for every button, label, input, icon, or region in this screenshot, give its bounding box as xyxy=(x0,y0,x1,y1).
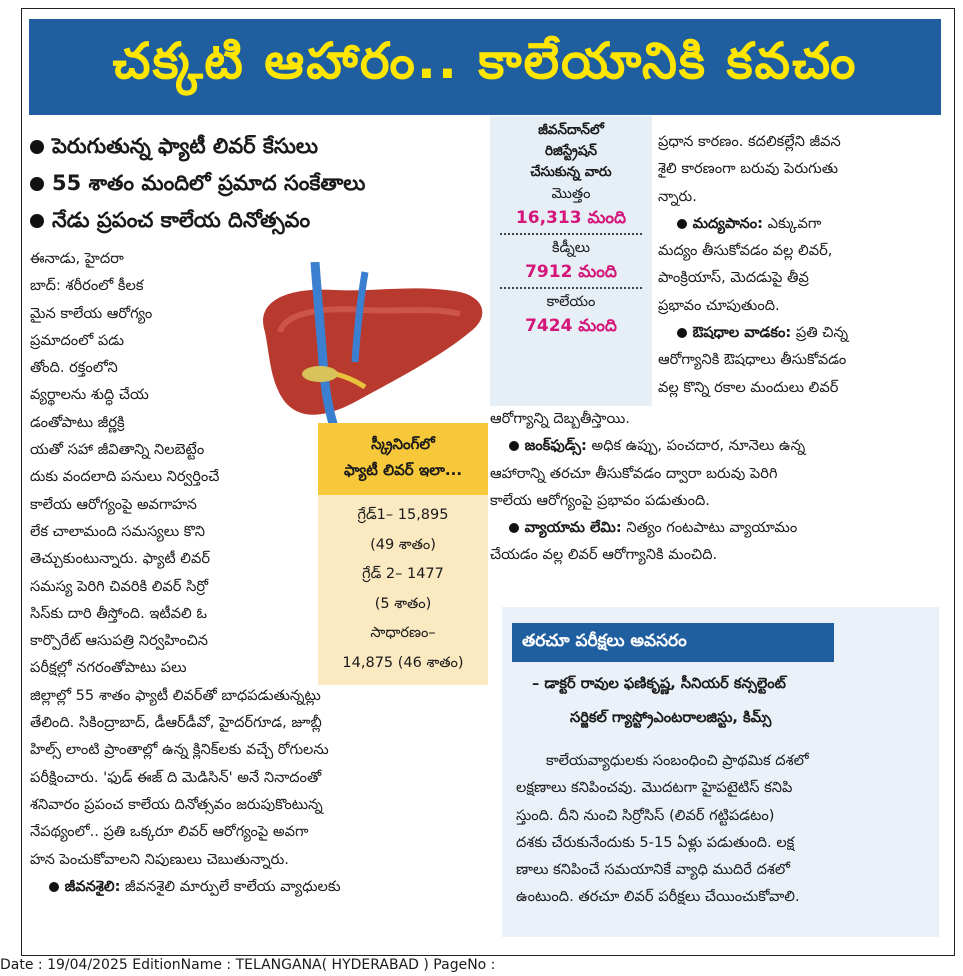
body-line: హిల్స్ లాంటి ప్రాంతాల్లో ఉన్న క్లినిక్‌లకు వచ్చే రోగులను xyxy=(30,741,329,759)
headline-text: చక్కటి ఆహారం.. కాలేయానికి కవచం xyxy=(112,31,858,90)
body-column-3: ప్రధాన కారణం. కదలికల్లేని జీవన శైలి కారణంగా బరువు పెరుగుతు న్నారు. మద్యపానం: ఎక్కువగా మద్యం తీసుకోవడం వల్ల లివర్, పాంక్రియాస్, మెదడుపై తీవ్ర ప్రభావం చూపుతుంది. ఔషధాల వాడకం: ప్రతి చిన్న ఆరోగ్యానికి ఔషధాలు తీసుకోవడం వల్ల కొన్ని రకాల మందులు లివర్ xyxy=(658,133,849,396)
bullet-icon xyxy=(49,882,59,892)
kidney-label: కిడ్నీలు xyxy=(551,240,591,256)
body-line: బాద్: శరీరంలో కీలక xyxy=(30,277,144,295)
jeevandan-stats-box: జీవన్‌దాన్‌లో రిజిస్ట్రేషన్ చేసుకున్న వారు మొత్తం 16,313 మంది కిడ్నీలు 7912 మంది కాలేయం 7424 మంది xyxy=(490,116,652,406)
body-line: తోంది. రక్తంలోని xyxy=(30,359,118,377)
exercise-point: వ్యాయామ లేమి: నిత్యం గంటపాటు వ్యాయామం xyxy=(490,514,805,541)
body-line-lifestyle: జీవనశైలి: జీవనశైలి మార్పులే కాలేయ వ్యాధులకు xyxy=(30,873,341,900)
body-line: పరీక్షల్లో నగరంతోపాటు పలు xyxy=(30,659,187,677)
kidney-value: 7912 మంది xyxy=(525,262,617,282)
bullet-icon xyxy=(677,219,687,229)
body-wide-section: ఆరోగ్యాన్ని దెబ్బతీస్తాయి. జంక్‌ఫుడ్స్: అధిక ఉప్పు, పంచదార, నూనెలు ఉన్న ఆహారాన్ని తరచూ తీసుకోవడం ద్వారా బరువు పెరిగి కాలేయ ఆరోగ్యంపై ప్రభావం పడుతుంది. వ్యాయామ లేమి: నిత్యం గంటపాటు వ్యాయామం చేయడం వల్ల లివర్ ఆరోగ్యానికి మంచిది. xyxy=(490,410,806,564)
junkfood-point: జంక్‌ఫుడ్స్: అధిక ఉప్పు, పంచదార, నూనెలు ఉన్న xyxy=(490,432,805,459)
dotted-divider xyxy=(500,287,642,289)
liver-value: 7424 మంది xyxy=(525,316,617,336)
total-label: మొత్తం xyxy=(551,186,591,202)
bullet-icon xyxy=(30,214,44,228)
alcohol-point: మద్యపానం: ఎక్కువగా xyxy=(658,210,848,237)
body-line: తెచ్చుకుంటున్నారు. ఫ్యాటీ లివర్ xyxy=(30,550,211,568)
highlight-bullets xyxy=(30,128,490,239)
body-line: లేక చాలామంది సమస్యలు కొని xyxy=(30,522,205,540)
body-line: శనివారం ప్రపంచ కాలేయ దినోత్సవం జరుపుకొంటున్న xyxy=(30,795,323,813)
body-line: యతో సహా జీవితాన్ని నిలబెట్టేం xyxy=(30,441,205,459)
body-line: మైన కాలేయ ఆరోగ్యం xyxy=(30,304,153,322)
headline-banner xyxy=(29,19,941,115)
body-line: ప్రమాదంలో పడు xyxy=(30,331,125,349)
body-line: జిల్లాల్లో 55 శాతం ఫ్యాటీ లివర్‌తో బాధపడుతున్నట్లు xyxy=(30,686,321,704)
screening-header: స్క్రీనింగ్‌లో ఫ్యాటీ లివర్ ఇలా... xyxy=(318,423,488,495)
bullet-icon xyxy=(677,328,687,338)
body-line: దుకు వందలాది పనులు నిర్వర్తించే xyxy=(30,468,220,486)
bullet-icon xyxy=(509,523,519,533)
expert-paragraph: కాలేయవ్యాధులకు సంబంధించి ప్రాథమిక దశలో లక్షణాలు కనిపించవు. మొదటగా హైపటైటిస్ కనిపి స్తుంది. దీని నుంచి సిర్రోసిస్ (లివర్ గట్టిపడటం) దశకు చేరుకునేందుకు 5-15 ఏళ్లు పడుతుంది. లక్ష ణాలు కనిపించే సమయానికే వ్యాధి ముదిరే దశలో ఉంటుంది. తరచూ లివర్ పరీక్షలు చేయించుకోవాలి. xyxy=(516,752,809,906)
body-line: వ్యర్థాలను శుద్ధి చేయ xyxy=(30,386,149,404)
liver-label: కాలేయం xyxy=(546,294,596,310)
bullet-icon xyxy=(30,177,44,191)
doctor-credit: – డాక్టర్ రావుల ఫణికృష్ణ, సీనియర్ కన్సల్టెంట్ సర్జికల్ గ్యాస్ట్రోఎంటరాలజిస్టు, కిమ్స్ xyxy=(532,675,786,726)
edition-footer: Date : 19/04/2025 EditionName : TELANGANA( HYDERABAD ) PageNo : xyxy=(0,957,496,973)
body-line: సిస్‌కు దారి తీస్తోంది. ఇటీవలి ఓ xyxy=(30,604,208,622)
body-line: తేలింది. సికింద్రాబాద్, డీఆర్‌డీవో, హైదర్‌గూడ, జూబ్లీ xyxy=(30,714,322,732)
body-line: ఈనాడు, హైదరా xyxy=(30,250,124,267)
screening-rows: గ్రేడ్1– 15,895 (49 శాతం) గ్రేడ్ 2– 1477 (5 శాతం) సాధారణం– 14,875 (46 శాతం) xyxy=(342,507,464,671)
expert-tag: తరచూ పరీక్షలు అవసరం xyxy=(512,623,834,662)
medicine-point: ఔషధాల వాడకం: ప్రతి చిన్న xyxy=(658,319,848,346)
screening-stats-box xyxy=(318,423,488,685)
bullet-icon xyxy=(509,441,519,451)
body-line: హన పెంచుకోవాలని నిపుణులు చెబుతున్నారు. xyxy=(30,850,289,868)
liver-illustration xyxy=(245,262,495,430)
dotted-divider xyxy=(500,233,642,235)
body-line: సమస్య పెరిగి చివరికి లివర్ సిర్రో xyxy=(30,577,209,595)
body-line: కాలేయ ఆరోగ్యంపై అవగాహన xyxy=(30,495,197,513)
bullet-icon xyxy=(30,140,44,154)
highlight-item: నేడు ప్రపంచ కాలేయ దినోత్సవం xyxy=(30,202,490,239)
highlight-item: 55 శాతం మందిలో ప్రమాద సంకేతాలు xyxy=(30,165,490,202)
body-line: నేపథ్యంలో.. ప్రతి ఒక్కరూ లివర్ ఆరోగ్యంపై అవగా xyxy=(30,823,309,841)
expert-opinion-box xyxy=(502,607,939,937)
body-line: డంతోపాటు జీర్ణక్రి xyxy=(30,413,125,431)
highlight-item: పెరుగుతున్న ఫ్యాటీ లివర్ కేసులు xyxy=(30,128,490,165)
body-line: పరీక్షించారు. 'ఫుడ్ ఈజ్ ది మెడిసిన్' అనే నినాదంతో xyxy=(30,768,322,786)
total-value: 16,313 మంది xyxy=(515,208,627,228)
body-line: కార్పొరేట్ ఆసుపత్రి నిర్వహించిన xyxy=(30,632,209,650)
